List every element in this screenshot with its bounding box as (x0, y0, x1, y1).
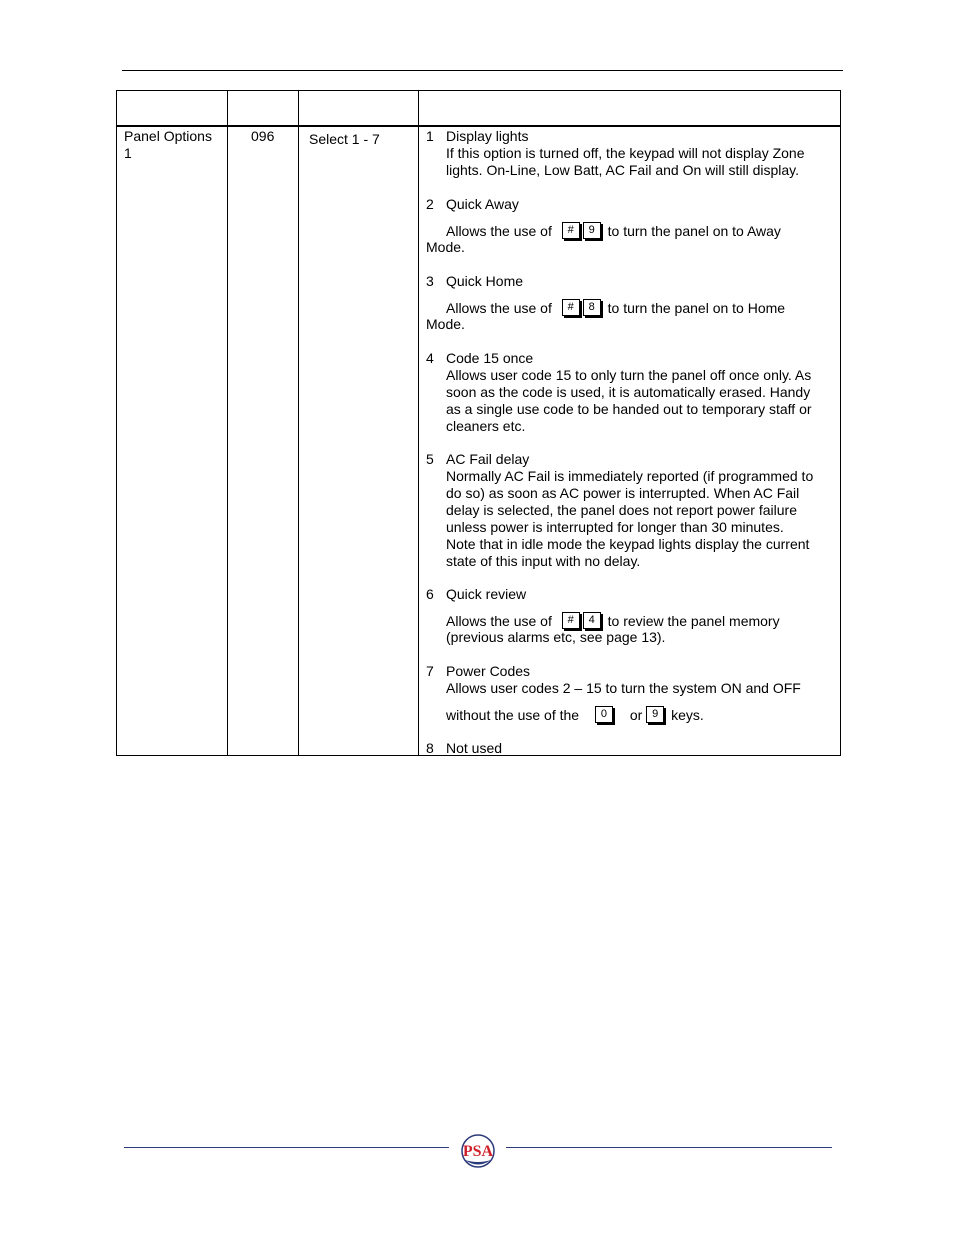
option-title: Power Codes (446, 663, 531, 679)
column-divider (418, 91, 419, 755)
programming-table (116, 90, 841, 756)
option-text: keys. (671, 707, 704, 723)
table-header-divider (117, 125, 840, 127)
option-usage-line (446, 222, 781, 240)
option-text: Allows the use of (446, 300, 552, 316)
option-number: 7 (426, 663, 434, 679)
keypad-key-icon: # (562, 612, 580, 629)
option-name-cell: Panel Options 1 (124, 128, 212, 161)
logo-text: PSA (462, 1143, 494, 1160)
header-rule (122, 70, 843, 71)
keypad-key-icon: 0 (595, 706, 613, 723)
selection-cell: Select 1 - 7 (309, 131, 380, 147)
option-number: 2 (426, 196, 434, 212)
option-usage-line (446, 612, 780, 630)
option-text: to review the panel memory (607, 613, 780, 629)
column-divider (227, 91, 228, 755)
option-text-line: state of this input with no delay. (446, 553, 641, 569)
option-number: 6 (426, 586, 434, 602)
option-title: Code 15 once (446, 350, 534, 366)
option-text-line: cleaners etc. (446, 418, 526, 434)
footer-rule-right (506, 1147, 832, 1148)
option-title: AC Fail delay (446, 451, 530, 467)
option-text: Allows the use of (446, 223, 552, 239)
option-usage-line (446, 706, 704, 724)
option-text-line: Mode. (426, 239, 465, 255)
option-text: without the use of the (446, 707, 580, 723)
keypad-key-icon: # (562, 299, 580, 316)
option-text-line: delay is selected, the panel does not report power failure (446, 502, 797, 518)
option-number: 1 (426, 128, 434, 144)
keypad-key-icon: 8 (583, 299, 601, 316)
option-text-line: Normally AC Fail is immediately reported (if programmed to (446, 468, 814, 484)
option-title: Quick Home (446, 273, 524, 289)
psa-logo-icon (457, 1133, 499, 1169)
keypad-key-icon: 4 (583, 612, 601, 629)
option-number: 8 (426, 740, 434, 756)
option-number: 3 (426, 273, 434, 289)
footer-rule-left (124, 1147, 449, 1148)
column-divider (298, 91, 299, 755)
option-text: or (629, 707, 643, 723)
option-usage-line (446, 299, 785, 317)
option-text-line: soon as the code is used, it is automatically erased. Handy (446, 384, 811, 400)
keypad-key-icon: 9 (583, 222, 601, 239)
option-text-line: as a single use code to be handed out to temporary staff or (446, 401, 812, 417)
option-text: Allows the use of (446, 613, 552, 629)
option-text-line: unless power is interrupted for longer than 30 minutes. (446, 519, 784, 535)
option-text-line: lights. On-Line, Low Batt, AC Fail and On will still display. (446, 162, 800, 178)
keypad-key-icon: 9 (646, 706, 664, 723)
option-title: Not used (446, 740, 503, 756)
option-text: to turn the panel on to Home (607, 300, 786, 316)
option-text-line: Allows user codes 2 – 15 to turn the system ON and OFF (446, 680, 801, 696)
option-text-line: Mode. (426, 316, 465, 332)
option-title: Quick review (446, 586, 527, 602)
option-text-line: Allows user code 15 to only turn the panel off once only. As (446, 367, 812, 383)
option-number: 4 (426, 350, 434, 366)
keypad-key-icon: # (562, 222, 580, 239)
option-title: Quick Away (446, 196, 519, 212)
option-text-line: If this option is turned off, the keypad will not display Zone (446, 145, 805, 161)
option-text-line: (previous alarms etc, see page 13). (446, 629, 666, 645)
option-text-line: Note that in idle mode the keypad lights display the current (446, 536, 810, 552)
option-number: 5 (426, 451, 434, 467)
option-text-line: do so) as soon as AC power is interrupted. When AC Fail (446, 485, 800, 501)
address-cell: 096 (251, 128, 275, 144)
option-title: Display lights (446, 128, 529, 144)
option-text: to turn the panel on to Away (607, 223, 781, 239)
